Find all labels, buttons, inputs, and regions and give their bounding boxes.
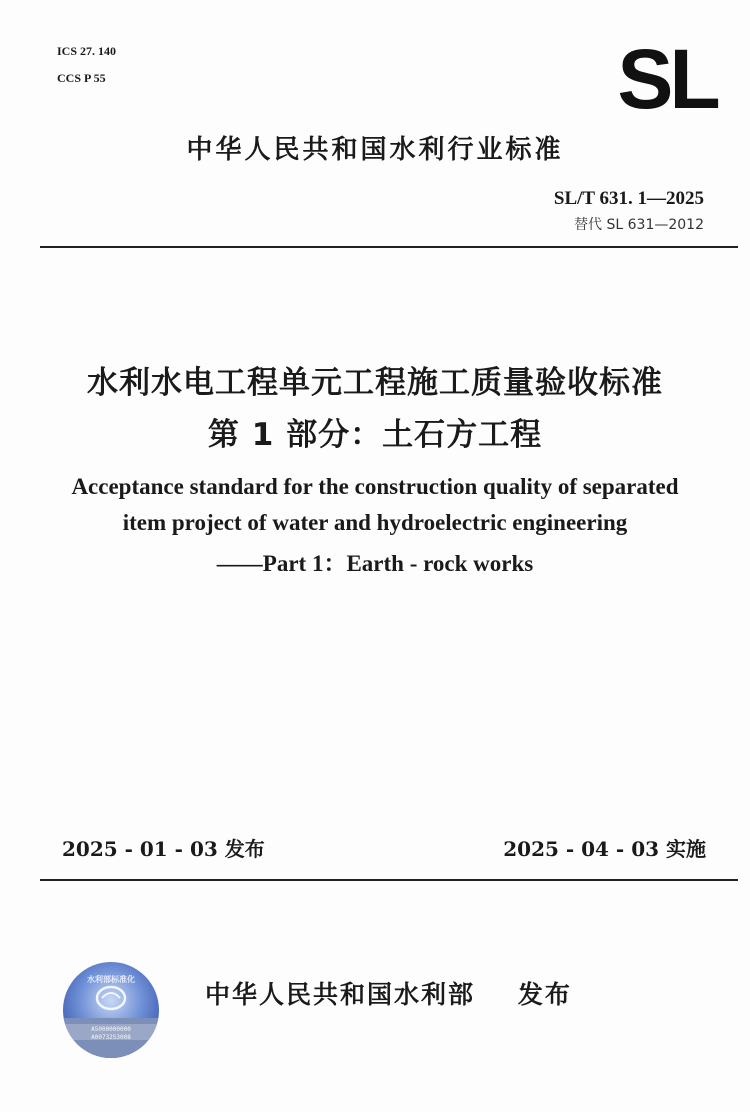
seal-label: 水利部标准化 (87, 975, 135, 984)
publisher: 中华人民共和国水利部 发布 (205, 980, 572, 1009)
title-en-line2: item project of water and hydroelectric engineering (122, 510, 628, 535)
title-zh-line2: 第 1 部分：土石方工程 (207, 417, 543, 453)
issue-date: 2025 - 01 - 03 发布 (62, 837, 265, 861)
ccs-code: CCS P 55 (57, 71, 106, 85)
seal-code1: A5000000000 (91, 1026, 131, 1033)
sl-logo-text: SL (617, 42, 717, 112)
anti-counterfeit-seal (61, 960, 161, 1060)
industry-standard-title: 中华人民共和国水利行业标准 (186, 135, 564, 165)
seal-code2: A0073253008 (91, 1034, 131, 1041)
bottom-divider (40, 879, 738, 881)
title-en-line1: Acceptance standard for the construction quality of separated (71, 474, 679, 499)
ics-code: ICS 27. 140 (57, 44, 117, 58)
title-zh-line1: 水利水电工程单元工程施工质量验收标准 (87, 365, 663, 401)
implementation-date: 2025 - 04 - 03 实施 (503, 837, 706, 861)
title-en-line3: ——Part 1：Earth - rock works (216, 551, 534, 576)
sl-logo (606, 42, 728, 112)
replaces-standard: 替代 SL 631—2012 (574, 217, 704, 233)
top-divider (40, 246, 738, 248)
standard-number: SL/T 631. 1—2025 (553, 188, 704, 209)
